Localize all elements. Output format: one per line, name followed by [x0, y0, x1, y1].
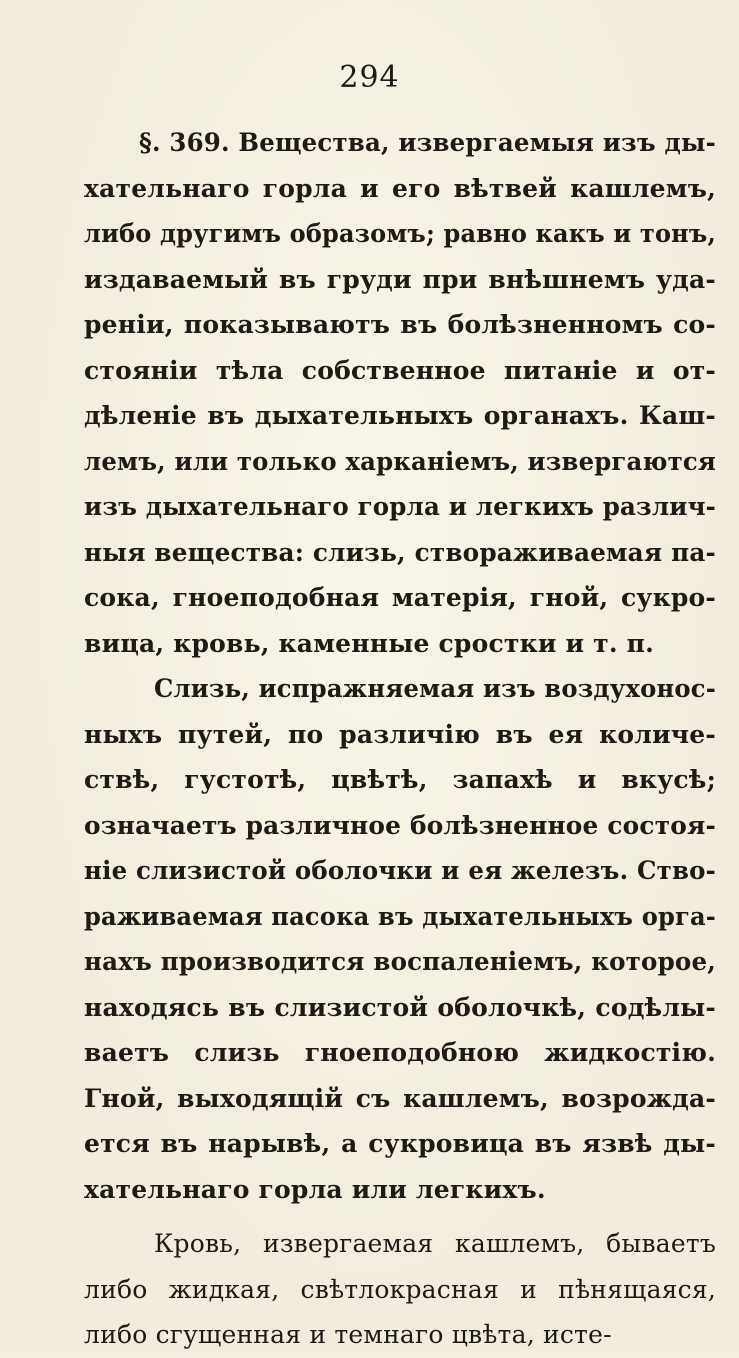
text-line: Слизь, испражняемая изъ воздухонос-: [154, 674, 716, 703]
text-line: нахъ производится воспаленіемъ, которое,: [84, 947, 716, 976]
paragraph-369: [84, 120, 716, 666]
text-line: вица, кровь, каменные сростки и т. п.: [84, 628, 655, 658]
paragraph-mucus: [84, 666, 716, 1212]
text-line: ныхъ путей, по различію въ ея количе-: [84, 719, 716, 749]
text-line: находясь въ слизистой оболочкѣ, содѣлы-: [84, 992, 716, 1022]
text-line: раживаемая пасока въ дыхательныхъ орга-: [84, 901, 716, 931]
text-line: либо другимъ образомъ; равно какъ и тонъ,: [84, 219, 716, 248]
text-line: либо сгущенная и темнаго цвѣта, исте-: [84, 1320, 612, 1349]
text-line: хательнаго горла или легкихъ.: [84, 1174, 546, 1204]
text-line: Кровь, извергаемая кашлемъ, бываетъ: [154, 1229, 716, 1258]
text-line: реніи, показываютъ въ болѣзненномъ со-: [84, 310, 716, 339]
page-number: 294: [339, 60, 400, 95]
text-line: §. 369. Вещества, извергаемыя изъ ды-: [139, 128, 716, 157]
text-line: Гной, выходящій съ кашлемъ, возрожда-: [84, 1083, 716, 1113]
text-line: дѣленіе въ дыхательныхъ органахъ. Каш-: [84, 401, 716, 430]
text-line: либо жидкая, свѣтлокрасная и пѣнящаяся,: [84, 1274, 716, 1304]
text-line: стояніи тѣла собственное питаніе и от-: [84, 355, 716, 385]
text-line: хательнаго горла и его вѣтвей кашлемъ,: [84, 173, 716, 203]
text-line: лемъ, или только харканіемъ, извергаются: [84, 446, 716, 476]
text-line: ствѣ, густотѣ, цвѣтѣ, запахѣ и вкусѣ;: [84, 765, 716, 794]
text-line: издаваемый въ груди при внѣшнемъ уда-: [84, 264, 716, 294]
text-line: изъ дыхательнаго горла и легкихъ различ-: [84, 492, 716, 521]
paragraph-blood: [84, 1221, 716, 1358]
text-line: ваетъ слизь гноеподобною жидкостію.: [84, 1038, 716, 1067]
text-line: ныя вещества: слизь, створаживаемая па-: [84, 537, 716, 567]
text-line: сока, гноеподобная матерія, гной, сукро-: [84, 583, 716, 612]
text-line: ніе слизистой оболочки и ея железъ. Ство-: [84, 856, 716, 885]
text-line: означаетъ различное болѣзненное состоя-: [84, 810, 716, 840]
body-text: [84, 120, 716, 1358]
text-line: ется въ нарывѣ, а сукровица въ язвѣ ды-: [84, 1129, 716, 1158]
